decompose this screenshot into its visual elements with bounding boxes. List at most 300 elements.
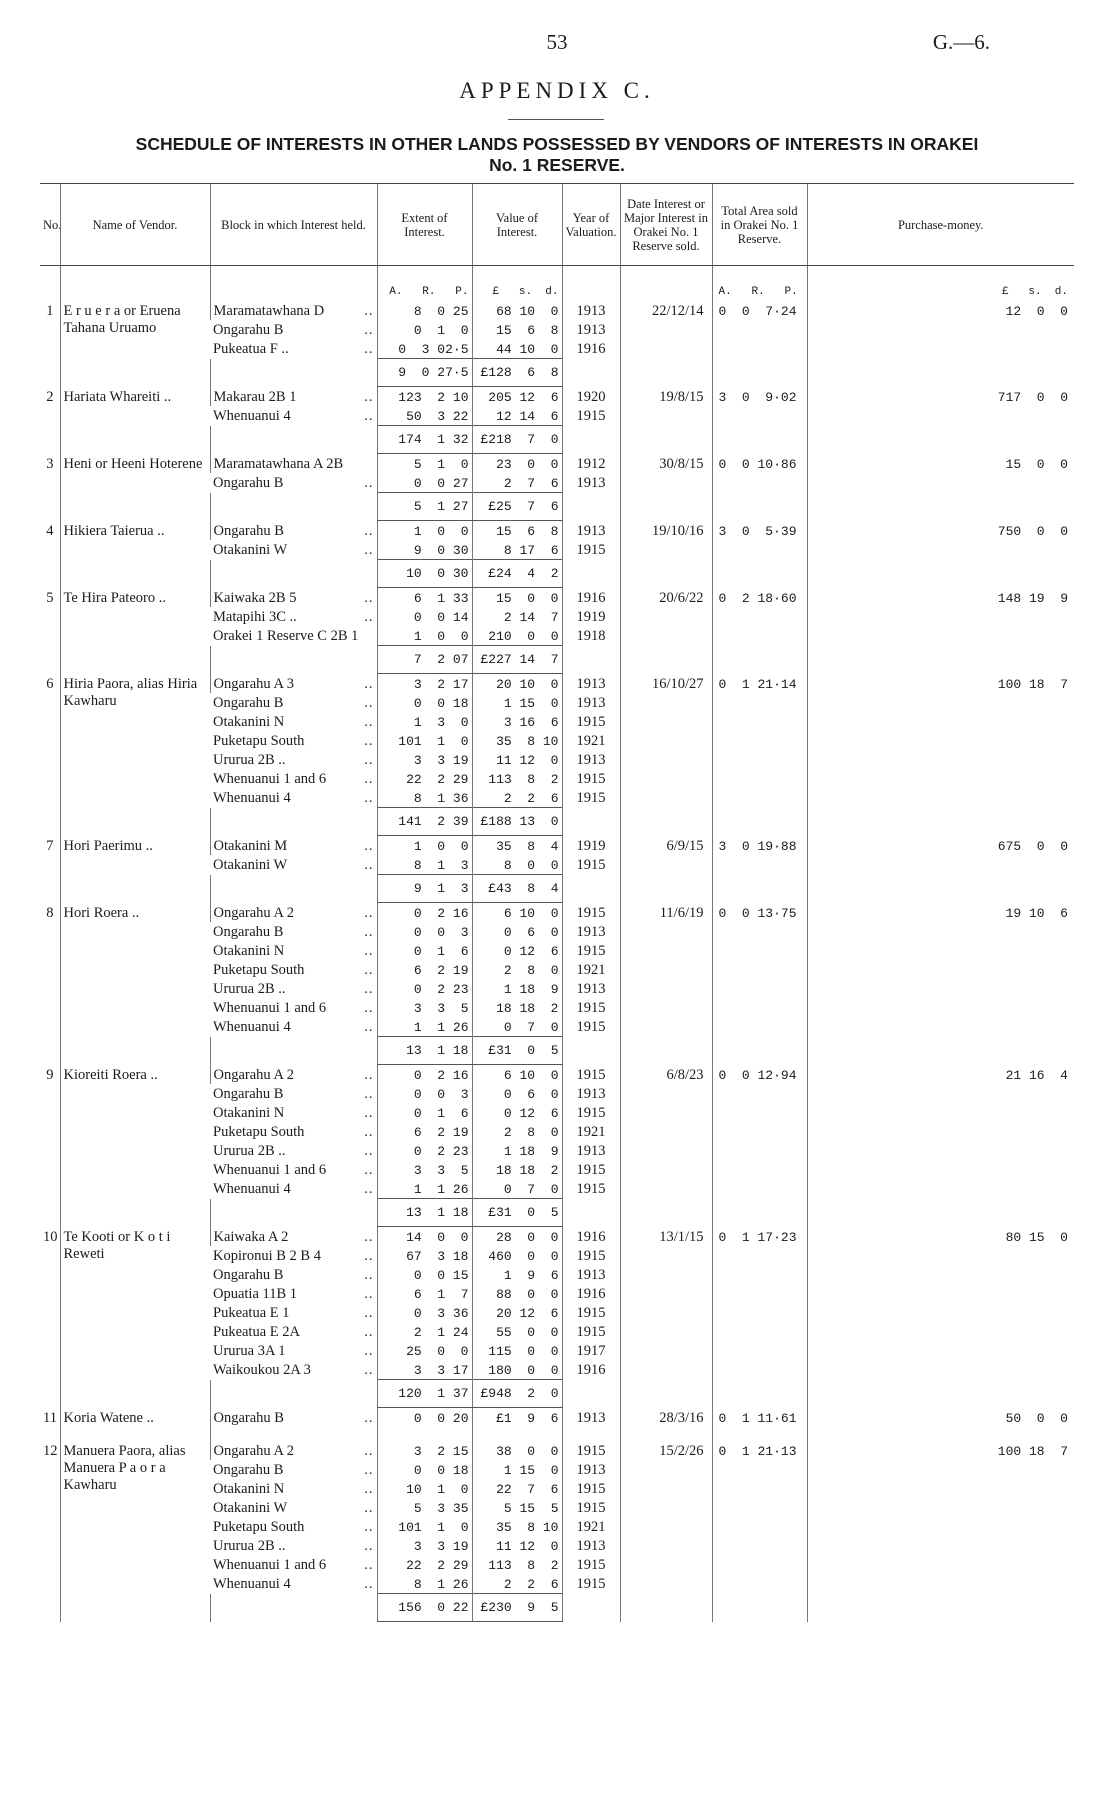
total-value: £31 0 5 bbox=[472, 1037, 562, 1065]
value-of-interest: 2 8 0 bbox=[472, 960, 562, 979]
empty-cell bbox=[620, 1179, 712, 1199]
block-name: Ongarahu B bbox=[213, 475, 284, 491]
empty-cell bbox=[712, 1555, 807, 1574]
value-of-interest: 1 9 6 bbox=[472, 1265, 562, 1284]
block-name: Ongarahu A 2 bbox=[213, 1443, 295, 1459]
block-name-cell bbox=[210, 320, 377, 339]
extent-of-interest: 50 3 22 bbox=[377, 406, 472, 426]
block-name-cell bbox=[210, 960, 377, 979]
year-of-valuation: 1921 bbox=[562, 1517, 620, 1536]
vendor-name: Kioreiti Roera .. bbox=[60, 1065, 210, 1199]
purchase-money: 717 0 0 bbox=[807, 387, 1074, 407]
leader-dots: .. bbox=[364, 1248, 374, 1264]
extent-of-interest: 0 0 18 bbox=[377, 1460, 472, 1479]
date-sold: 20/6/22 bbox=[620, 588, 712, 608]
block-name-cell bbox=[210, 607, 377, 626]
empty-cell bbox=[807, 960, 1074, 979]
block-name-wrap bbox=[213, 542, 374, 559]
block-name-cell bbox=[210, 836, 377, 856]
value-of-interest: 5 15 5 bbox=[472, 1498, 562, 1517]
empty-cell bbox=[712, 1284, 807, 1303]
empty-cell bbox=[712, 1479, 807, 1498]
value-of-interest: 15 0 0 bbox=[472, 588, 562, 608]
leader-dots: .. bbox=[364, 1481, 374, 1497]
block-name-wrap bbox=[213, 1500, 374, 1517]
empty-cell bbox=[807, 1479, 1074, 1498]
empty-cell bbox=[712, 750, 807, 769]
year-of-valuation: 1912 bbox=[562, 454, 620, 474]
block-name-cell bbox=[210, 855, 377, 875]
empty-cell bbox=[712, 769, 807, 788]
block-name-cell bbox=[210, 1160, 377, 1179]
block-name-wrap bbox=[213, 1143, 374, 1160]
empty-cell bbox=[620, 1017, 712, 1037]
value-of-interest: 35 8 10 bbox=[472, 1517, 562, 1536]
block-name-wrap bbox=[213, 1462, 374, 1479]
empty-cell bbox=[712, 1594, 807, 1622]
block-name-cell bbox=[210, 1265, 377, 1284]
total-area-sold: 0 0 12·94 bbox=[712, 1065, 807, 1085]
leader-dots: .. bbox=[364, 1443, 374, 1459]
empty-cell bbox=[562, 493, 620, 521]
empty-cell bbox=[620, 1084, 712, 1103]
block-name-wrap bbox=[214, 389, 374, 406]
empty-cell bbox=[210, 493, 377, 521]
value-of-interest: 6 10 0 bbox=[472, 1065, 562, 1085]
empty-cell bbox=[620, 540, 712, 560]
block-name-wrap bbox=[214, 303, 374, 320]
total-value: £227 14 7 bbox=[472, 646, 562, 674]
empty-cell bbox=[60, 808, 210, 836]
leader-dots: .. bbox=[364, 1162, 374, 1178]
extent-of-interest: 22 2 29 bbox=[377, 1555, 472, 1574]
empty-cell bbox=[712, 1246, 807, 1265]
empty-cell bbox=[40, 808, 60, 836]
empty-cell bbox=[620, 731, 712, 750]
year-of-valuation: 1916 bbox=[562, 588, 620, 608]
block-name: Ongarahu A 2 bbox=[213, 1066, 295, 1083]
extent-of-interest: 67 3 18 bbox=[377, 1246, 472, 1265]
empty-cell bbox=[807, 626, 1074, 646]
empty-cell bbox=[40, 1199, 60, 1227]
year-of-valuation: 1915 bbox=[562, 855, 620, 875]
block-name-cell bbox=[210, 1408, 377, 1428]
leader-dots: .. bbox=[364, 790, 374, 806]
empty-cell bbox=[40, 1037, 60, 1065]
block-name-cell bbox=[210, 387, 377, 407]
empty-cell bbox=[620, 979, 712, 998]
purchase-money: 148 19 9 bbox=[807, 588, 1074, 608]
empty-cell bbox=[807, 607, 1074, 626]
vendor-total-row bbox=[40, 1594, 1074, 1622]
empty-cell bbox=[807, 1574, 1074, 1594]
value-of-interest: 2 14 7 bbox=[472, 607, 562, 626]
leader-dots: .. bbox=[364, 1305, 374, 1321]
year-of-valuation: 1915 bbox=[562, 941, 620, 960]
block-name-cell bbox=[210, 769, 377, 788]
block-name-cell bbox=[210, 1574, 377, 1594]
block-name: Ururua 3A 1 bbox=[213, 1343, 286, 1359]
empty-cell bbox=[620, 493, 712, 521]
block-name: Puketapu South bbox=[213, 1124, 305, 1140]
block-name: Otakanini N bbox=[213, 1105, 285, 1121]
year-of-valuation: 1920 bbox=[562, 387, 620, 407]
empty-cell bbox=[807, 1084, 1074, 1103]
empty-cell bbox=[712, 1037, 807, 1065]
block-name-wrap bbox=[213, 924, 374, 941]
block-name-cell bbox=[210, 454, 377, 474]
empty-cell bbox=[40, 1594, 60, 1622]
empty-cell bbox=[620, 406, 712, 426]
empty-cell bbox=[562, 560, 620, 588]
subtitle-line-2: No. 1 RESERVE. bbox=[489, 155, 625, 175]
value-of-interest: 115 0 0 bbox=[472, 1341, 562, 1360]
value-of-interest: 2 7 6 bbox=[472, 473, 562, 493]
block-name: Ongarahu A 3 bbox=[213, 675, 295, 692]
leader-dots: .. bbox=[364, 1576, 374, 1592]
extent-of-interest: 0 2 23 bbox=[377, 979, 472, 998]
block-name-wrap bbox=[214, 1410, 374, 1427]
empty-cell bbox=[620, 1160, 712, 1179]
extent-of-interest: 1 3 0 bbox=[377, 712, 472, 731]
empty-cell bbox=[60, 646, 210, 674]
value-of-interest: 180 0 0 bbox=[472, 1360, 562, 1380]
block-name: Pukeatua E 2A bbox=[213, 1324, 300, 1340]
empty-cell bbox=[620, 1122, 712, 1141]
date-sold: 11/6/19 bbox=[620, 903, 712, 923]
block-name-cell bbox=[210, 406, 377, 426]
extent-of-interest: 0 2 23 bbox=[377, 1141, 472, 1160]
vendor-number: 10 bbox=[43, 1228, 58, 1245]
block-name: Otakanini N bbox=[213, 943, 285, 959]
empty-cell bbox=[60, 426, 210, 454]
leader-dots: .. bbox=[364, 341, 374, 357]
block-name-wrap bbox=[213, 1362, 374, 1379]
extent-of-interest: 0 1 0 bbox=[377, 320, 472, 339]
empty-cell bbox=[807, 788, 1074, 808]
block-name-cell bbox=[210, 979, 377, 998]
total-value: £188 13 0 bbox=[472, 808, 562, 836]
empty-cell bbox=[40, 426, 60, 454]
empty-cell bbox=[620, 1380, 712, 1408]
year-of-valuation: 1916 bbox=[562, 339, 620, 359]
vendor-total-row bbox=[40, 1380, 1074, 1408]
year-of-valuation: 1921 bbox=[562, 960, 620, 979]
year-of-valuation: 1913 bbox=[562, 674, 620, 694]
empty-cell bbox=[807, 473, 1074, 493]
col-header-no: No. bbox=[40, 184, 60, 266]
empty-cell bbox=[712, 1360, 807, 1380]
empty-cell bbox=[620, 1037, 712, 1065]
value-of-interest: 22 7 6 bbox=[472, 1479, 562, 1498]
vendor-total-row bbox=[40, 646, 1074, 674]
empty-cell bbox=[562, 359, 620, 387]
block-name: Ururua 2B .. bbox=[213, 1538, 286, 1554]
empty-cell bbox=[712, 979, 807, 998]
block-name-wrap bbox=[213, 1557, 374, 1574]
year-of-valuation: 1915 bbox=[562, 903, 620, 923]
empty-cell bbox=[712, 1574, 807, 1594]
value-of-interest: 35 8 4 bbox=[472, 836, 562, 856]
leader-dots: .. bbox=[364, 1500, 374, 1516]
total-area-sold: 3 0 9·02 bbox=[712, 387, 807, 407]
block-name-wrap bbox=[213, 857, 374, 874]
extent-of-interest: 0 0 15 bbox=[377, 1265, 472, 1284]
block-name-cell bbox=[210, 1460, 377, 1479]
total-area-sold: 0 0 7·24 bbox=[712, 301, 807, 320]
empty-cell bbox=[620, 1303, 712, 1322]
empty-cell bbox=[712, 960, 807, 979]
vendor-number: 7 bbox=[46, 837, 54, 854]
empty-cell bbox=[712, 1517, 807, 1536]
value-of-interest: 18 18 2 bbox=[472, 1160, 562, 1179]
vendor-total-row bbox=[40, 1199, 1074, 1227]
empty-cell bbox=[712, 1160, 807, 1179]
block-name-wrap bbox=[214, 905, 374, 922]
purchase-money: 15 0 0 bbox=[807, 454, 1074, 474]
value-of-interest: 23 0 0 bbox=[472, 454, 562, 474]
purchase-money: 21 16 4 bbox=[807, 1065, 1074, 1085]
value-of-interest: 38 0 0 bbox=[472, 1441, 562, 1460]
block-row bbox=[40, 387, 1074, 407]
block-name-cell bbox=[210, 941, 377, 960]
leader-dots: .. bbox=[364, 522, 374, 539]
schedule-body bbox=[40, 266, 1074, 1622]
block-name: Waikoukou 2A 3 bbox=[213, 1362, 311, 1378]
empty-cell bbox=[807, 1427, 1074, 1441]
vendor-name: Hikiera Taierua .. bbox=[60, 521, 210, 560]
empty-cell bbox=[807, 941, 1074, 960]
total-extent: 13 1 18 bbox=[377, 1199, 472, 1227]
block-name-cell bbox=[210, 693, 377, 712]
value-of-interest: 0 7 0 bbox=[472, 1179, 562, 1199]
block-name-cell bbox=[210, 998, 377, 1017]
block-name-wrap bbox=[213, 1086, 374, 1103]
block-name-cell bbox=[210, 1017, 377, 1037]
empty-cell bbox=[807, 426, 1074, 454]
block-name-wrap bbox=[213, 1162, 374, 1179]
year-of-valuation: 1913 bbox=[562, 1536, 620, 1555]
extent-of-interest: 0 0 27 bbox=[377, 473, 472, 493]
value-of-interest: 15 6 8 bbox=[472, 320, 562, 339]
empty-cell bbox=[620, 1265, 712, 1284]
date-sold: 19/10/16 bbox=[620, 521, 712, 541]
block-name-wrap bbox=[213, 628, 374, 645]
extent-of-interest: 1 1 26 bbox=[377, 1017, 472, 1037]
empty-cell bbox=[807, 540, 1074, 560]
vendor-number: 2 bbox=[46, 388, 54, 405]
purchase-money: 12 0 0 bbox=[807, 301, 1074, 320]
year-of-valuation: 1917 bbox=[562, 1341, 620, 1360]
leader-dots: .. bbox=[364, 1557, 374, 1573]
extent-of-interest: 8 1 26 bbox=[377, 1574, 472, 1594]
block-row bbox=[40, 454, 1074, 474]
empty-cell bbox=[712, 1341, 807, 1360]
leader-dots: .. bbox=[364, 388, 374, 405]
vendor-total-row bbox=[40, 560, 1074, 588]
empty-cell bbox=[620, 1284, 712, 1303]
empty-cell bbox=[620, 941, 712, 960]
block-name: Ongarahu B bbox=[213, 522, 284, 539]
block-name: Ongarahu B bbox=[213, 695, 284, 711]
value-of-interest: 0 12 6 bbox=[472, 941, 562, 960]
block-name: Ongarahu B bbox=[213, 924, 284, 940]
leader-dots: .. bbox=[364, 408, 374, 424]
block-name-wrap bbox=[213, 1000, 374, 1017]
block-name-wrap bbox=[213, 1343, 374, 1360]
header-row bbox=[40, 184, 1074, 266]
vendor-name: Te Hira Pateoro .. bbox=[60, 588, 210, 646]
leader-dots: .. bbox=[364, 1086, 374, 1102]
schedule-subtitle bbox=[40, 134, 1074, 176]
vendor-number: 3 bbox=[46, 455, 54, 472]
leader-dots: .. bbox=[364, 857, 374, 873]
value-of-interest: 15 6 8 bbox=[472, 521, 562, 541]
extent-of-interest: 0 1 6 bbox=[377, 941, 472, 960]
block-name-cell bbox=[210, 1122, 377, 1141]
year-of-valuation: 1913 bbox=[562, 473, 620, 493]
value-of-interest: 8 0 0 bbox=[472, 855, 562, 875]
vendor-name: E r u e r a or Eruena Tahana Uruamo bbox=[60, 301, 210, 359]
year-of-valuation: 1915 bbox=[562, 406, 620, 426]
empty-cell bbox=[60, 1380, 210, 1408]
year-of-valuation: 1916 bbox=[562, 1227, 620, 1247]
date-sold: 13/1/15 bbox=[620, 1227, 712, 1247]
empty-cell bbox=[712, 922, 807, 941]
value-of-interest: 88 0 0 bbox=[472, 1284, 562, 1303]
total-extent: 9 0 27·5 bbox=[377, 359, 472, 387]
empty-cell bbox=[807, 1322, 1074, 1341]
block-name: Kaiwaka A 2 bbox=[213, 1228, 289, 1245]
units-spacer bbox=[210, 266, 377, 302]
empty-cell bbox=[60, 560, 210, 588]
leader-dots: .. bbox=[364, 1286, 374, 1302]
value-of-interest: 20 10 0 bbox=[472, 674, 562, 694]
block-name-wrap bbox=[213, 1305, 374, 1322]
year-of-valuation: 1915 bbox=[562, 1322, 620, 1341]
empty-cell bbox=[377, 1427, 472, 1441]
empty-cell bbox=[210, 359, 377, 387]
total-value: £24 4 2 bbox=[472, 560, 562, 588]
block-name-cell bbox=[210, 1517, 377, 1536]
extent-of-interest: 0 3 02·5 bbox=[377, 339, 472, 359]
year-of-valuation: 1921 bbox=[562, 1122, 620, 1141]
empty-cell bbox=[712, 1265, 807, 1284]
empty-cell bbox=[562, 1037, 620, 1065]
empty-cell bbox=[807, 731, 1074, 750]
block-name-cell bbox=[210, 1141, 377, 1160]
empty-cell bbox=[807, 359, 1074, 387]
col-header-value: Value of Interest. bbox=[472, 184, 562, 266]
block-name-wrap bbox=[213, 1267, 374, 1284]
total-extent: 13 1 18 bbox=[377, 1037, 472, 1065]
value-of-interest: 2 2 6 bbox=[472, 788, 562, 808]
empty-cell bbox=[807, 1122, 1074, 1141]
block-name: Whenuanui 4 bbox=[213, 790, 291, 806]
empty-cell bbox=[712, 1103, 807, 1122]
empty-cell bbox=[712, 607, 807, 626]
extent-of-interest: 3 2 15 bbox=[377, 1441, 472, 1460]
empty-cell bbox=[712, 320, 807, 339]
block-name: Otakanini W bbox=[213, 1500, 288, 1516]
purchase-money: 750 0 0 bbox=[807, 521, 1074, 541]
extent-of-interest: 2 1 24 bbox=[377, 1322, 472, 1341]
block-name-cell bbox=[210, 588, 377, 608]
extent-of-interest: 6 1 7 bbox=[377, 1284, 472, 1303]
empty-cell bbox=[712, 646, 807, 674]
vendor-name: Hori Paerimu .. bbox=[60, 836, 210, 875]
year-of-valuation: 1919 bbox=[562, 836, 620, 856]
empty-cell bbox=[807, 1303, 1074, 1322]
block-name: Maramatawhana D bbox=[213, 303, 325, 319]
leader-dots: .. bbox=[364, 1267, 374, 1283]
leader-dots: .. bbox=[364, 1019, 374, 1035]
empty-cell bbox=[472, 1427, 562, 1441]
empty-cell bbox=[620, 693, 712, 712]
vendor-total-row bbox=[40, 1037, 1074, 1065]
empty-cell bbox=[807, 693, 1074, 712]
col-header-name: Name of Vendor. bbox=[60, 184, 210, 266]
block-name: Pukeatua E 1 bbox=[213, 1305, 290, 1321]
block-name-wrap bbox=[213, 714, 374, 731]
total-value: £128 6 8 bbox=[472, 359, 562, 387]
block-name-cell bbox=[210, 731, 377, 750]
total-extent: 7 2 07 bbox=[377, 646, 472, 674]
block-name-wrap bbox=[213, 1576, 374, 1593]
block-name-wrap bbox=[213, 733, 374, 750]
block-name: Whenuanui 4 bbox=[213, 1019, 291, 1035]
empty-cell bbox=[807, 560, 1074, 588]
year-of-valuation: 1915 bbox=[562, 769, 620, 788]
extent-of-interest: 0 3 36 bbox=[377, 1303, 472, 1322]
empty-cell bbox=[807, 1265, 1074, 1284]
leader-dots: .. bbox=[364, 771, 374, 787]
empty-cell bbox=[712, 1536, 807, 1555]
empty-cell bbox=[620, 1498, 712, 1517]
block-name-wrap bbox=[214, 676, 374, 693]
leader-dots: .. bbox=[364, 589, 374, 606]
year-of-valuation: 1915 bbox=[562, 1017, 620, 1037]
extent-of-interest: 101 1 0 bbox=[377, 731, 472, 750]
leader-dots: .. bbox=[364, 752, 374, 768]
empty-cell bbox=[620, 1460, 712, 1479]
block-name: Puketapu South bbox=[213, 962, 305, 978]
year-of-valuation: 1915 bbox=[562, 1479, 620, 1498]
total-area-sold: 0 0 13·75 bbox=[712, 903, 807, 923]
leader-dots: .. bbox=[364, 1228, 374, 1245]
empty-cell bbox=[712, 493, 807, 521]
extent-of-interest: 10 1 0 bbox=[377, 1479, 472, 1498]
block-name: Kaiwaka 2B 5 bbox=[213, 589, 297, 606]
empty-cell bbox=[712, 426, 807, 454]
leader-dots: .. bbox=[364, 1105, 374, 1121]
block-row bbox=[40, 836, 1074, 856]
empty-cell bbox=[620, 320, 712, 339]
block-name: Whenuanui 4 bbox=[213, 408, 291, 424]
leader-dots: .. bbox=[364, 1066, 374, 1083]
empty-cell bbox=[712, 1017, 807, 1037]
empty-cell bbox=[620, 1574, 712, 1594]
empty-cell bbox=[807, 1360, 1074, 1380]
empty-cell bbox=[620, 712, 712, 731]
empty-cell bbox=[712, 1084, 807, 1103]
empty-cell bbox=[712, 359, 807, 387]
units-spacer bbox=[562, 266, 620, 302]
empty-cell bbox=[712, 875, 807, 903]
empty-cell bbox=[210, 1427, 377, 1441]
extent-of-interest: 0 1 6 bbox=[377, 1103, 472, 1122]
vendor-name: Hiria Paora, alias Hiria Kawharu bbox=[60, 674, 210, 808]
